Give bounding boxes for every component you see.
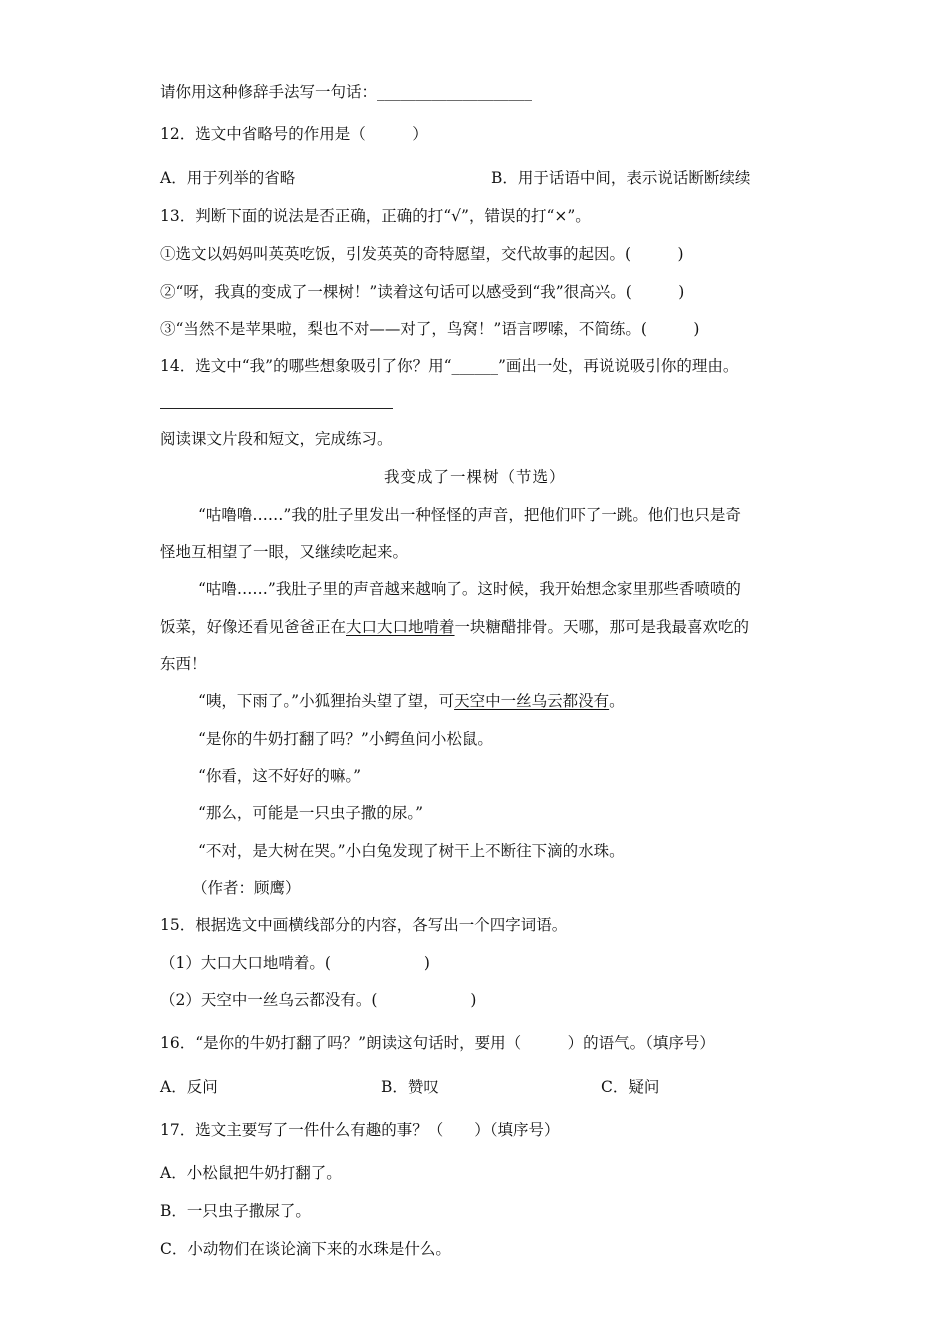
answer-blank[interactable]: ____________________ <box>377 83 533 101</box>
passage-author: （作者：顾鹰） <box>192 879 301 897</box>
question-15-stem: 15．根据选文中画横线部分的内容，各写出一个四字词语。 <box>160 916 568 934</box>
question-15-item-1[interactable]: （1）大口大口地啃着。( ) <box>160 954 430 972</box>
rhetoric-prompt <box>160 81 532 103</box>
question-17-option-c[interactable]: C．小动物们在谈论滴下来的水珠是什么。 <box>160 1240 451 1258</box>
question-14-stem: 14．选文中“我”的哪些想象吸引了你？用“______”画出一处，再说说吸引你的理由。 <box>160 357 739 375</box>
question-16-option-b[interactable]: B．赞叹 <box>381 1078 439 1096</box>
passage-p6: “那么，可能是一只虫子撒的尿。” <box>198 804 424 822</box>
passage-p1-line1: “咕噜噜……”我的肚子里发出一种怪怪的声音，把他们吓了一跳。他们也只是奇 <box>198 506 741 524</box>
passage-title: 我变成了一棵树（节选） <box>384 468 566 486</box>
rhetoric-prompt-text: 请你用这种修辞手法写一句话： <box>160 83 378 101</box>
question-17-stem: 17．选文主要写了一件什么有趣的事？（ ）（填序号） <box>160 1121 560 1139</box>
passage-p3-pre: “咦，下雨了。”小狐狸抬头望了望，可 <box>198 692 455 710</box>
question-12-stem: 12．选文中省略号的作用是（ ） <box>160 125 428 143</box>
passage-p2-post: 一块糖醋排骨。天哪，那可是我最喜欢吃的 <box>454 618 750 636</box>
passage-p2-line3: 东西！ <box>160 655 207 673</box>
passage-p1-line2: 怪地互相望了一眼，又继续吃起来。 <box>160 543 409 561</box>
passage-p2-line1: “咕噜……”我肚子里的声音越来越响了。这时候，我开始想念家里那些香喷喷的 <box>198 580 741 598</box>
question-17-option-b[interactable]: B．一只虫子撒尿了。 <box>160 1202 311 1220</box>
passage-p2-line2 <box>160 616 749 638</box>
question-13-stem: 13．判断下面的说法是否正确，正确的打“√”，错误的打“×”。 <box>160 207 591 225</box>
passage-p3-post: 。 <box>609 692 625 710</box>
question-12-option-a[interactable]: A．用于列举的省略 <box>160 169 296 187</box>
underlined-phrase-2: 天空中一丝乌云都没有 <box>454 692 610 710</box>
question-13-item-3[interactable]: ③“当然不是苹果啦，梨也不对——对了，鸟窝！”语言啰嗦，不简练。( ) <box>160 320 700 338</box>
passage-p3 <box>198 690 625 712</box>
question-13-item-2[interactable]: ②“呀，我真的变成了一棵树！”读着这句话可以感受到“我”很高兴。( ) <box>160 283 685 301</box>
passage-p7: “不对，是大树在哭。”小白兔发现了树干上不断往下滴的水珠。 <box>198 842 625 860</box>
passage-p5: “你看，这不好好的嘛。” <box>198 767 362 785</box>
question-13-item-1[interactable]: ①选文以妈妈叫英英吃饭，引发英英的奇特愿望，交代故事的起因。( ) <box>160 245 684 263</box>
underlined-phrase-1: 大口大口地啃着 <box>346 618 455 636</box>
question-15-item-2[interactable]: （2）天空中一丝乌云都没有。( ) <box>160 991 477 1009</box>
passage-intro: 阅读课文片段和短文，完成练习。 <box>160 430 393 448</box>
passage-p4: “是你的牛奶打翻了吗？”小鳄鱼问小松鼠。 <box>198 730 493 748</box>
question-17-option-a[interactable]: A．小松鼠把牛奶打翻了。 <box>160 1164 342 1182</box>
question-16-stem: 16．“是你的牛奶打翻了吗？”朗读这句话时，要用（ ）的语气。（填序号） <box>160 1034 715 1052</box>
question-14-answer-line[interactable] <box>160 408 393 409</box>
question-12-option-b[interactable]: B．用于话语中间，表示说话断断续续 <box>491 169 751 187</box>
passage-p2-pre: 饭菜，好像还看见爸爸正在 <box>160 618 347 636</box>
question-16-option-c[interactable]: C．疑问 <box>601 1078 660 1096</box>
question-16-option-a[interactable]: A．反问 <box>160 1078 218 1096</box>
